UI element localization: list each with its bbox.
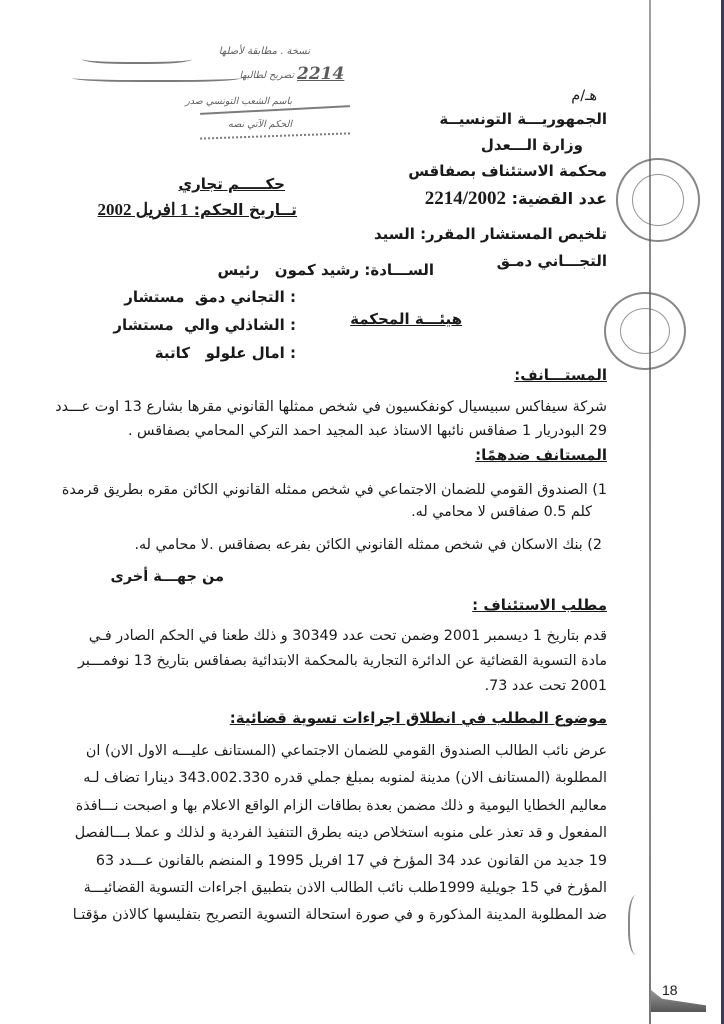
judgment-date-label: تــاريخ الحكم:: [193, 201, 297, 219]
member-role: مستشار: [113, 316, 174, 334]
member-role: رئيس: [217, 261, 260, 279]
respondent-2: 2) بنك الاسكان في شخص ممثله القانوني الكائن بفرعه بصفاقس .لا محامي له.: [134, 537, 602, 553]
subject-line-6: المؤرخ في 15 جويلية 1999طلب نائب الطالب الاذن بتطبيق اجراءات التسوية القضائيـــة: [83, 880, 607, 896]
country-name: الجمهوريـــة التونسيــة: [439, 110, 607, 128]
reference-code: هـ/م: [571, 88, 597, 104]
judgment-date-value: 1 افريل 2002: [97, 200, 189, 219]
respondents-heading: المستانف ضدهمًا:: [475, 446, 607, 464]
case-number-label: عدد القضية:: [511, 189, 607, 208]
appeal-line-1: قدم بتاريخ 1 ديسمبر 2001 وضمن تحت عدد 30349 و ذلك طعنا في الحكم الصادر فـي: [88, 628, 607, 644]
panel-heading: هيئـــة المحكمة: [350, 310, 462, 328]
handwritten-strike-2: [200, 130, 350, 139]
case-number: 2214/2002: [424, 188, 507, 209]
court-name: محكمة الاستئناف بصفاقس: [408, 162, 607, 180]
appeal-line-3: 2001 تحت عدد 73.: [484, 678, 607, 694]
other-party-label: من جهـــة أخرى: [110, 569, 224, 585]
margin-handwriting: [628, 895, 648, 955]
handwritten-line-3: باسم الشعب التونسي صدر: [185, 96, 292, 107]
panel-member-2: [124, 288, 296, 306]
member-name: الســـادة: رشيد كمون: [274, 261, 434, 279]
rapporteur-label: تلخيص المستشار المقرر: السيد: [374, 225, 607, 243]
page-corner-shadow: [651, 990, 706, 1012]
subject-line-5: 19 جديد من القانون عدد 34 المؤرخ في 17 افريل 1995 و المنضم بالقانون عـــدد 63: [95, 853, 607, 869]
subject-line-2: المطلوبة (المستانف الان) مدينة لمنوبه بمبلغ جملي قدره 343.002.330 دينارا تضاف لـه: [83, 770, 607, 786]
ministry-name: وزارة الـــعدل: [480, 136, 583, 154]
member-name: : امال علولو: [205, 344, 296, 362]
handwritten-line-4: الحكم الآتي نصه: [228, 119, 292, 130]
handwritten-case-number: 2214: [297, 64, 345, 84]
handwritten-line-1: نسخة . مطابقة لأصلها: [218, 46, 310, 57]
respondent-1-line-1: 1) الصندوق القومي للضمان الاجتماعي في شخص ممثله القانوني الكائن مقره بطريق قرمدة: [61, 482, 607, 498]
court-seal-upper-icon: [616, 158, 700, 242]
page-number: 18: [662, 982, 678, 998]
margin-rule: [649, 0, 651, 1024]
member-name: : الشاذلي والي: [184, 316, 296, 334]
member-name: : التجاني دمق: [194, 288, 296, 306]
judgment-type: حكـــــم تجاري: [178, 175, 285, 193]
member-role: مستشار: [124, 288, 185, 306]
appeal-heading: مطلب الاستئناف :: [472, 596, 607, 614]
judgment-date: [97, 200, 297, 220]
appeal-line-2: مادة التسوية القضائية عن الدائرة التجارية بالمحكمة الابتدائية بصفاقس بتاريخ 13 نوفمـــبر: [77, 653, 607, 669]
member-role: كاتبة: [154, 344, 190, 362]
panel-member-4: [155, 344, 296, 362]
appellant-line-1: شركة سيفاكس سبيسيال كونفكسيون في شخص ممثلها القانوني مقرها بشارع 13 اوت عـــدد: [55, 399, 607, 415]
panel-member-3: [113, 316, 296, 334]
subject-line-3: معاليم الخطايا اليومية و ذلك مضمن بعدة بطاقات الزام الواقع الاعلام بها و اصبحت نـــافذة: [75, 798, 607, 814]
handwritten-line-2: تصريح لطالبها: [239, 70, 294, 81]
appellant-heading: المستـــانف:: [514, 366, 607, 384]
subject-line-4: المفعول و قد تعذر على منوبه استخلاص دينه بطرق التنفيذ الفردية و لذلك و عملا بـــالفصل: [74, 825, 607, 841]
signature-scribble-1: [82, 52, 192, 64]
subject-line-1: عرض نائب الطالب الصندوق القومي للضمان الاجتماعي (المستانف عليـــه الاول الان) ان: [85, 743, 607, 759]
subject-line-7: ضد المطلوبة المدينة المذكورة و في صورة استحالة التسوية التصريح بتفليسها كالاذن مؤقتـا: [72, 907, 607, 923]
court-seal-lower-icon: [604, 292, 686, 370]
panel-member-1: [218, 261, 435, 279]
rapporteur-name: التجـــاني دمـق: [496, 252, 607, 270]
subject-heading: موضوع المطلب في انطلاق اجراءات تسوية قضائية:: [229, 709, 607, 727]
respondent-1-line-2: كلم 0.5 صفاقس لا محامي له.: [411, 504, 592, 520]
case-number-line: [425, 188, 607, 210]
appellant-line-2: 29 البودريار 1 صفاقس نائبها الاستاذ عبد المجيد احمد التركي المحامي بصفاقس .: [127, 423, 607, 439]
